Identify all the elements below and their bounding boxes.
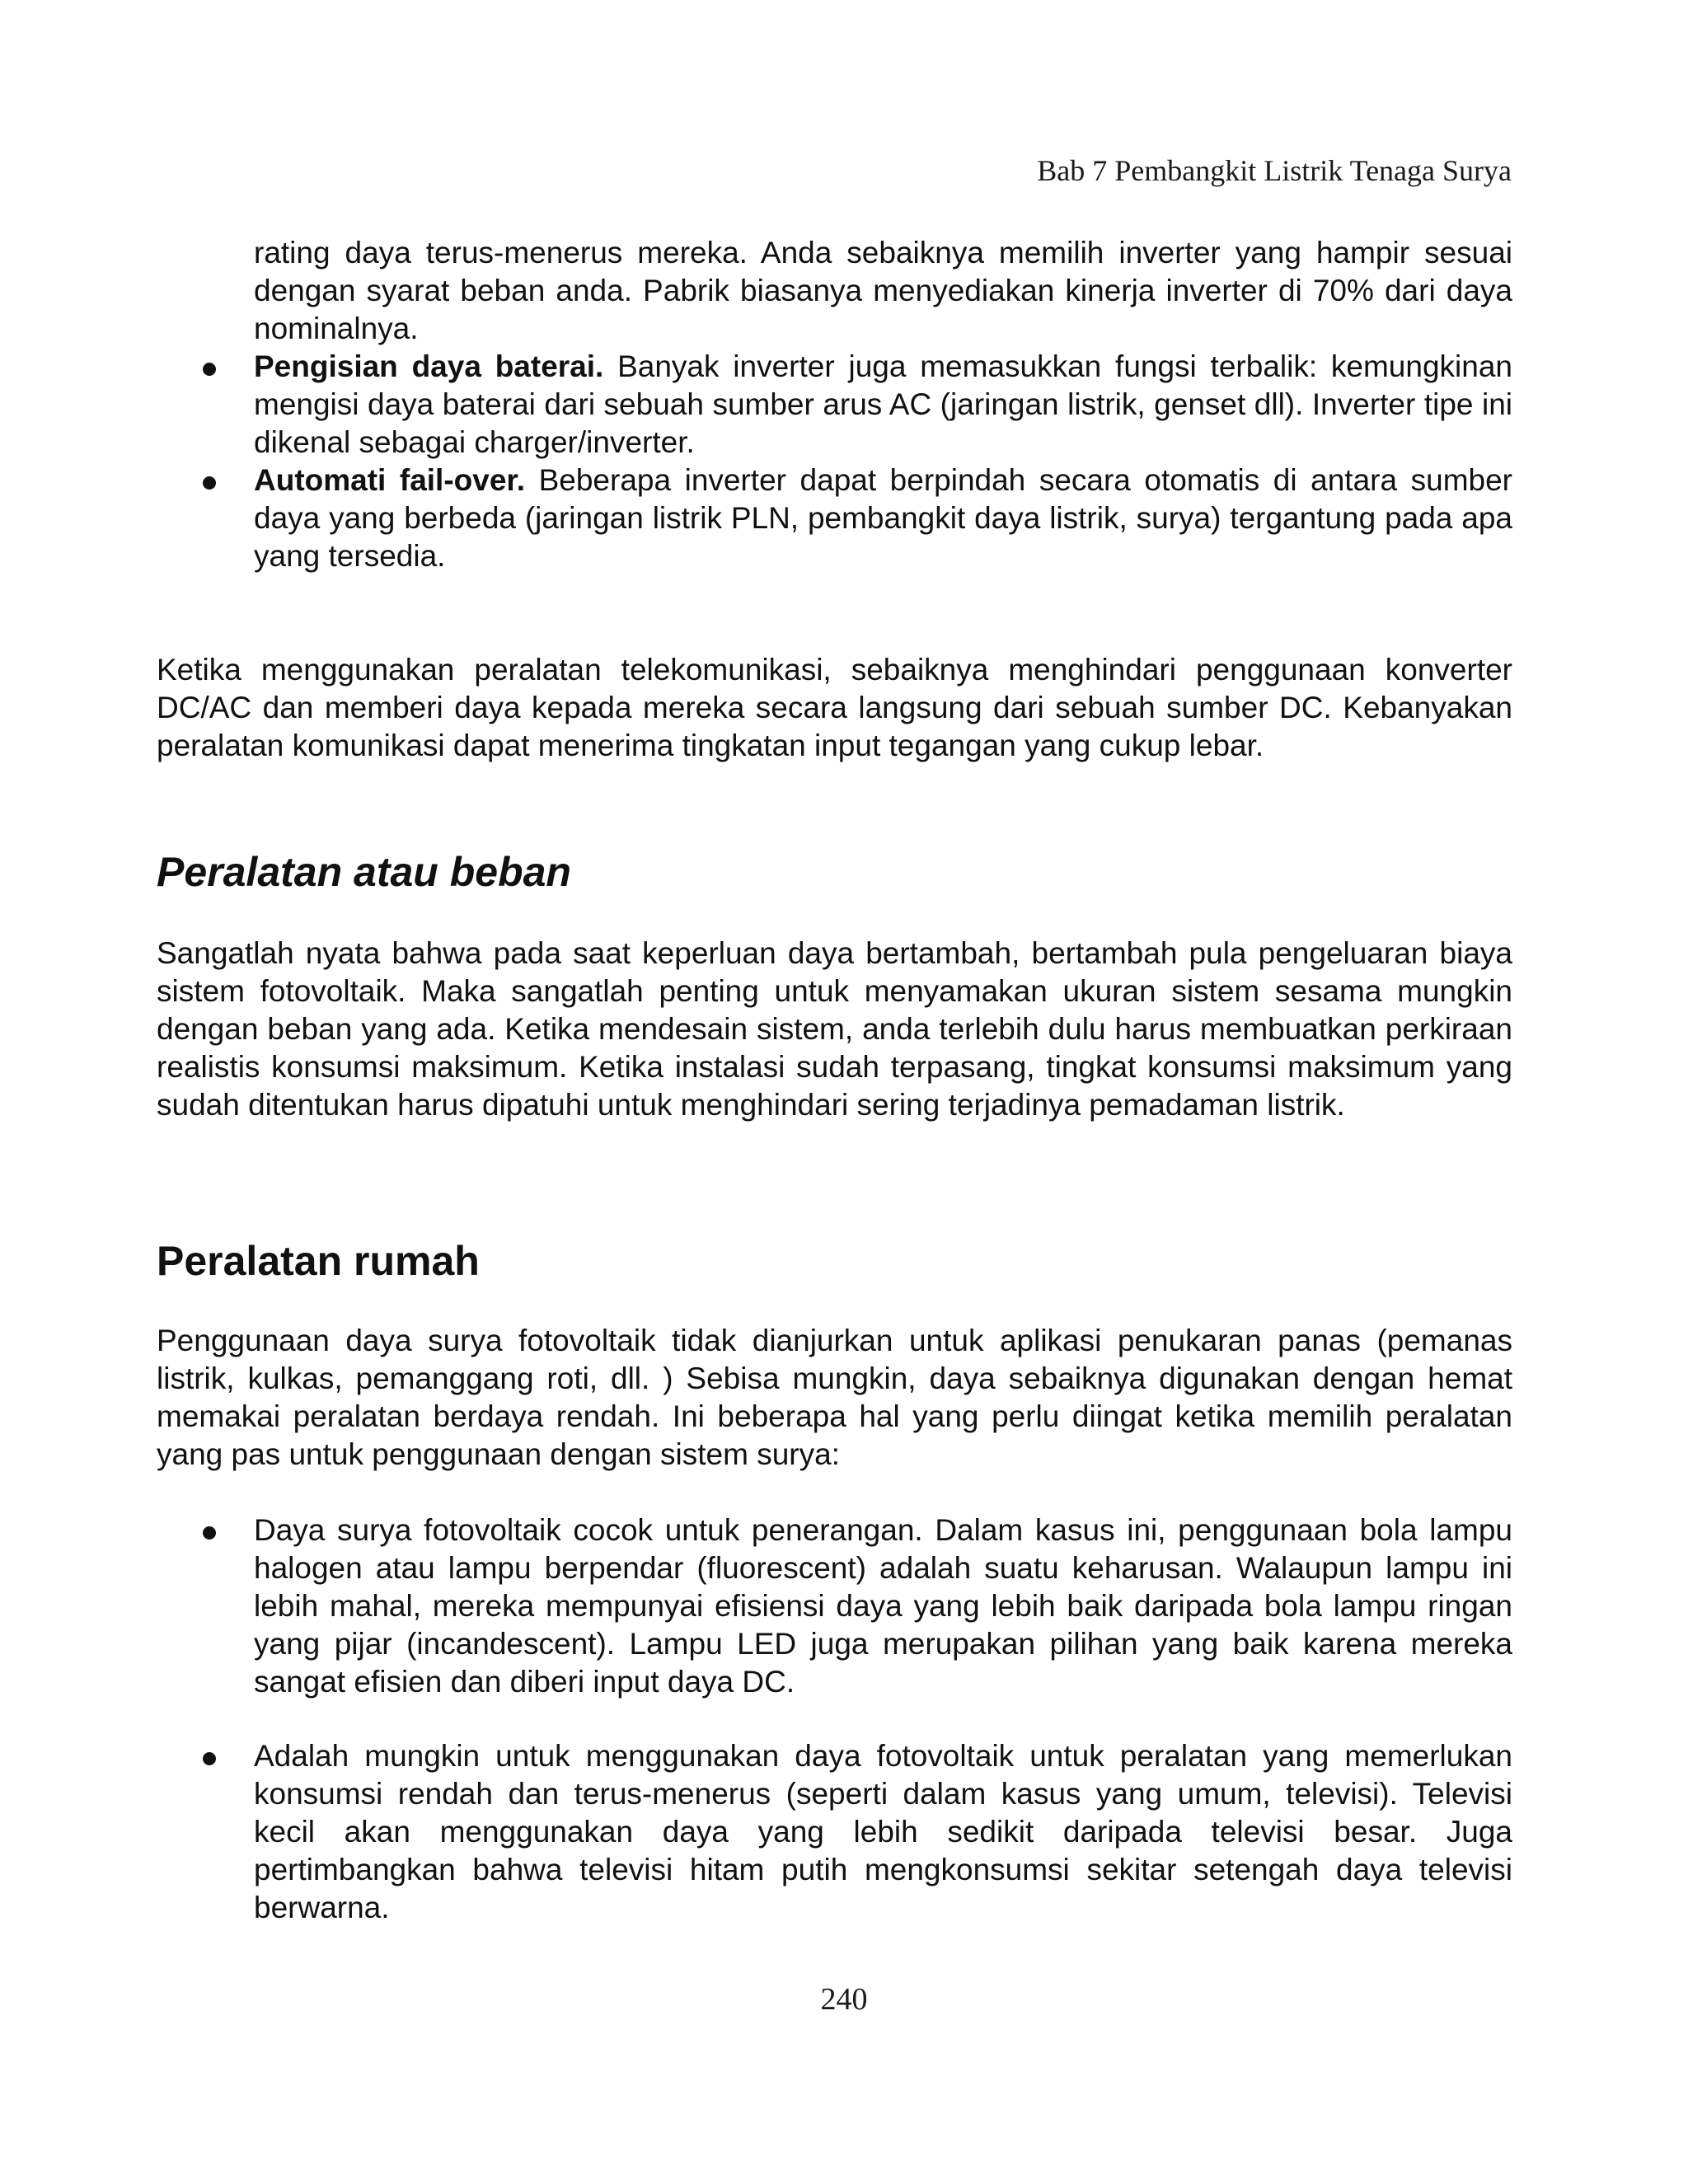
home-bullet-2 (157, 1737, 1512, 1927)
section-home-body (157, 1322, 1512, 1474)
continuation-paragraph: rating daya terus-menerus mereka. Anda sebaiknya memilih inverter yang hampir sesuai dengan syarat beban anda. Pabrik biasanya menyediakan kinerja inverter di 70% dari daya nominalnya. (254, 236, 1512, 345)
list-item (254, 1737, 1512, 1927)
section-loads (157, 847, 1512, 897)
loads-paragraph: Sangatlah nyata bahwa pada saat keperluan daya bertambah, bertambah pula pengeluaran biaya sistem fotovoltaik. Maka sangatlah penting untuk menyamakan ukuran sistem sesama mungkin dengan beban yang ada. Ketika mendesain sistem, anda terlebih dulu harus membuatkan perkiraan realistis konsumsi maksimum. Ketika instalasi sudah terpasang, tingkat konsumsi maksimum yang sudah ditentukan harus dipatuhi untuk menghindari sering terjadinya pemadaman listrik. (157, 936, 1512, 1122)
running-header: Bab 7 Pembangkit Listrik Tenaga Surya (1037, 154, 1512, 187)
section-heading-home: Peralatan rumah (157, 1238, 480, 1284)
list-item (254, 348, 1512, 462)
section-heading-loads: Peralatan atau beban (157, 849, 571, 895)
list-item (254, 462, 1512, 575)
inverter-feature-list (157, 348, 1512, 575)
section-home (157, 1236, 1512, 1286)
list-item (254, 1511, 1512, 1701)
telecom-block (157, 651, 1512, 765)
feature-text: Banyak inverter juga memasukkan fungsi terbalik: kemungkinan mengisi daya baterai dari sebuah sumber arus AC (jaringan listrik, genset dll). Inverter tipe ini dikenal sebagai charger/inverter. (254, 349, 1512, 459)
bullet-icon (203, 476, 216, 490)
continuation-block (157, 234, 1512, 348)
page-number: 240 (820, 1982, 868, 2017)
home-paragraph: Penggunaan daya surya fotovoltaik tidak dianjurkan untuk aplikasi penukaran panas (pemanas listrik, kulkas, pemanggang roti, dll. ) Sebisa mungkin, daya sebaiknya digunakan dengan hemat memakai peralatan berdaya rendah. Ini beberapa hal yang perlu diingat ketika memilih peralatan yang pas untuk penggunaan dengan sistem surya: (157, 1324, 1512, 1471)
home-bullet-1 (157, 1511, 1512, 1701)
bullet-icon (203, 363, 216, 376)
section-loads-body (157, 935, 1512, 1124)
bullet-text: Adalah mungkin untuk menggunakan daya fotovoltaik untuk peralatan yang memerlukan konsumsi rendah dan terus-menerus (seperti dalam kasus yang umum, televisi). Televisi kecil akan menggunakan daya yang lebih sedikit daripada televisi besar. Juga pertimbangkan bahwa televisi hitam putih mengkonsumsi sekitar setengah daya televisi berwarna. (254, 1739, 1512, 1924)
telecom-paragraph: Ketika menggunakan peralatan telekomunikasi, sebaiknya menghindari penggunaan konverter DC/AC dan memberi daya kepada mereka secara langsung dari sebuah sumber DC. Kebanyakan peralatan komunikasi dapat menerima tingkatan input tegangan yang cukup lebar. (157, 653, 1512, 762)
feature-text: Beberapa inverter dapat berpindah secara otomatis di antara sumber daya yang berbeda (jaringan listrik PLN, pembangkit daya listrik, surya) tergantung pada apa yang tersedia. (254, 463, 1512, 573)
feature-term: Pengisian daya baterai. (254, 349, 604, 383)
bullet-text: Daya surya fotovoltaik cocok untuk penerangan. Dalam kasus ini, penggunaan bola lampu halogen atau lampu berpendar (fluorescent) adalah suatu keharusan. Walaupun lampu ini lebih mahal, mereka mempunyai efisiensi daya yang lebih baik daripada bola lampu ringan yang pijar (incandescent). Lampu LED juga merupakan pilihan yang baik karena mereka sangat efisien dan diberi input daya DC. (254, 1513, 1512, 1699)
feature-term: Automati fail-over. (254, 463, 526, 497)
bullet-icon (203, 1526, 216, 1540)
bullet-icon (203, 1752, 216, 1765)
